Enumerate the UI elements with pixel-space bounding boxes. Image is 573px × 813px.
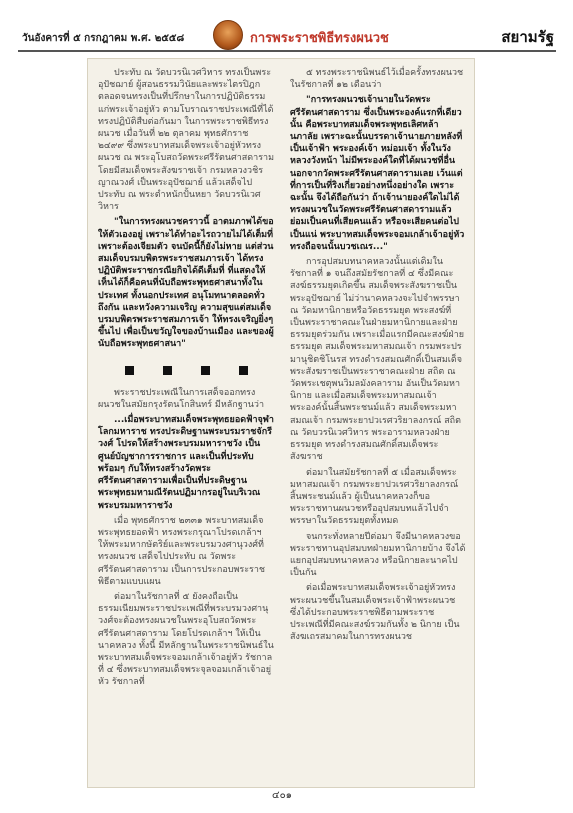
body-paragraph: พระราชประเพณีในการเสด็จออกทรงผนวชในสมัยกรุงรัตนโกสินทร์ มีหลักฐานว่า: [98, 387, 265, 410]
divider-square-icon: [163, 366, 172, 375]
body-paragraph: จนกระทั่งหลายปีต่อมา จึงมีนาคหลวงขอพระราชทานอุปสมบทฝ่ายมหานิกายบ้าง จึงได้แยกอุปสมบทนาคหลวง หรือนิกายละนาคไปเป็นกัน: [290, 531, 466, 579]
divider-square-icon: [239, 366, 248, 375]
divider-square-icon: [201, 366, 210, 375]
newspaper-brand: สยามรัฐ: [501, 28, 554, 46]
quote-paragraph: "การทรงผนวชเจ้านายในวัดพระศรีรัตนศาสดาราม ซึ่งเป็นพระองค์แรกที่เดียวนั้น คือพระบาทสมเด็จพระพุทธเลิศหล้านภาลัย เพราะฉะนั้นบรรดาเจ้านายภายหลังที่เป็นเจ้าฟ้า พระองค์เจ้า หม่อมเจ้า ทั้งในวังหลวงวังหน้า ไม่มีพระองค์ใดที่ได้ผนวชที่อื่น นอกจากวัดพระศรีรัตนศาสดารามเลย เว้นแต่ที่การเป็นที่ริงเกี่ยวอย่างหนึ่งอย่างใด เพราะฉะนั้น จึงได้ถือกันว่า ถ้าเจ้านายองค์ใดไม่ได้ทรงผนวชในวัดพระศรีรัตนศาสดารามแล้ว ย่อมเป็นคนที่เสียคนแล้ว หรือจะเสียคนต่อไปเป็นแน่ พระบาทสมเด็จพระจอมเกล้าเจ้าอยู่หัวทรงถือจนนั้นบวชเณร...": [290, 95, 465, 252]
body-paragraph: เมื่อ พุทธศักราช ๒๓๓๑ พระบาทสมเด็จพระพุทธยอดฟ้า ทรงพระกรุณาโปรดเกล้าฯ ให้พระมหากษัตริย์และพระบรมวงศานุวงศ์ที่ทรงผนวช เสด็จไปประทับ ณ วัดพระศรีรัตนศาสดาราม เป็นการประกอบพระราชพิธีตามแบบแผน: [98, 515, 266, 587]
body-paragraph: ต่อมาในรัชกาลที่ ๕ ยังคงถือเป็นธรรมเนียมพระราชประเพณีที่พระบรมวงศานุวงศ์จะต้องทรงผนวชในพระอุโบสถวัดพระศรีรัตนศาสดาราม โดยโปรดเกล้าฯ ให้เป็นนาคหลวง ทั้งนี้ มีหลักฐานในพระราชนิพนธ์ในพระบาทสมเด็จพระจอมเกล้าเจ้าอยู่หัว รัชกาลที่ ๔ ซึ่งพระบาทสมเด็จพระจุลจอมเกล้าเจ้าอยู่หัว รัชกาลที่: [98, 591, 274, 688]
header-rule: [18, 50, 556, 52]
body-paragraph: การอุปสมบทนาคหลวงนั้นแต่เดิมในรัชกาลที่ ๑ จนถึงสมัยรัชกาลที่ ๔ ซึ่งมีคณะสงฆ์ธรรมยุตเกิดขึ้น สมเด็จพระสังฆราชเป็นพระอุปัชฌาย์ ไม่ว่านาคหลวงจะไปจำพรรษา ณ วัดมหานิกายหรือวัดธรรมยุต พระสงฆ์ที่เป็นพระราชาคณะในฝ่ายมหานิกายและฝ่ายธรรมยุตร่วมกัน เพราะเมื่อแรกมีคณะสงฆ์ฝ่ายธรรมยุต สมเด็จพระมหาสมณเจ้า กรมพระปรมานุชิตชิโนรส ทรงดำรงสมณศักดิ์เป็นสมเด็จพระสังฆราชเป็นพระราชาคณะฝ่าย สถิต ณ วัดพระเชตุพนวิมลมังคลาราม อันเป็นวัดมหานิกาย และเมื่อสมเด็จพระมหาสมณเจ้าพระองค์นั้นสิ้นพระชนม์แล้ว สมเด็จพระมหาสมณเจ้า กรมพระยาปวเรศวริยาลงกรณ์ สถิต ณ วัดบวรนิเวศวิหาร พระอารามหลวงฝ่ายธรรมยุต ทรงดำรงสมณศักดิ์สมเด็จพระสังฆราช: [290, 257, 465, 463]
body-paragraph: ๕ ทรงพระราชนิพนธ์ไว้เมื่อครั้งทรงผนวชในรัชกาลที่ ๑๒ เดือนว่า: [290, 68, 464, 91]
quote-paragraph: ...เมื่อพระบาทสมเด็จพระพุทธยอดฟ้าจุฬาโลกมหาราช ทรงประดิษฐานพระบรมราชจักรีวงศ์ โปรดให้สร้างพระบรมมหาราชวัง เป็นศูนย์บัญชาการราชการ และเป็นที่ประทับ พร้อมๆ กับให้ทรงสร้างวัดพระศรีรัตนศาสดารามเพื่อเป็นที่ประดิษฐานพระพุทธมหามณีรัตนปฏิมากรอยู่ในบริเวณพระบรมมหาราชวัง: [98, 415, 274, 511]
article-column-right: [290, 67, 466, 646]
article-panel: [87, 58, 475, 788]
monk-portrait-seal: [213, 20, 243, 50]
body-paragraph: ต่อมาในสมัยรัชกาลที่ ๕ เมื่อสมเด็จพระมหาสมณเจ้า กรมพระยาปวเรศวริยาลงกรณ์สิ้นพระชนม์แล้ว ผู้เป็นนาคหลวงก็ขอพระราชทานผนวชหรืออุปสมบทแล้วไปจำพรรษาในวัดธรรมยุตทั้งหมด: [290, 467, 459, 527]
header-title: การพระราชพิธีทรงผนวช: [250, 31, 389, 46]
article-column-left: [98, 67, 274, 692]
body-paragraph: ต่อเมื่อพระบาทสมเด็จพระเจ้าอยู่หัวทรงพระผนวชขึ้นในสมเด็จพระเจ้าฟ้าพระผนวช ซึ่งได้ประกอบพระราชพิธีตามพระราชประเพณีที่มีคณะสงฆ์รวมกันทั้ง ๒ นิกาย เป็นสังฆเถรสมาคมในการทรงผนวช: [290, 583, 460, 643]
page-header: [18, 20, 556, 50]
page-number: ๔๐๑: [272, 790, 293, 801]
body-paragraph: ประทับ ณ วัดบวรนิเวศวิหาร ทรงเป็นพระอุปัชฌาย์ ผู้สอนธรรมวินัยและพระไตรปิฎก ตลอดจนทรงเป็นที่ปรึกษาในการปฏิบัติธรรมแก่พระเจ้าอยู่หัว ตามโบราณราชประเพณีที่ได้ทรงปฏิบัติสืบต่อกันมา ในการพระราชพิธีทรงผนวช เมื่อวันที่ ๒๒ ตุลาคม พุทธศักราช ๒๔๙๙ ซึ่งพระบาทสมเด็จพระเจ้าอยู่หัวทรงผนวช ณ พระอุโบสถวัดพระศรีรัตนศาสดาราม โดยมีสมเด็จพระสังฆราชเจ้า กรมหลวงวชิรญาณวงศ์ เป็นพระอุปัชฌาย์ แล้วเสด็จไปประทับ ณ พระตำหนักปั้นหยา วัดบวรนิเวศวิหาร: [98, 68, 275, 213]
section-divider: [98, 354, 274, 387]
divider-square-icon: [125, 366, 134, 375]
header-date: วันอังคารที่ ๕ กรกฎาคม พ.ศ. ๒๕๕๘: [22, 33, 185, 44]
quote-paragraph: "ในการทรงผนวชคราวนี้ อาตมภาพได้ขอให้ตัวเองอยู่ เพราะได้ทำอะไรถวายไม่ได้เต็มที่ เพราะต้องเจียมตัว จนบัดนี้ก็ยังไม่หาย แต่ส่วนสมเด็จบรมบพิตรพระราชสมภารเจ้า ได้ทรงปฏิบัติพระราชกรณียกิจได้ดีเต็มที่ ที่แสดงให้เห็นได้ก็คือคนที่นับถือพระพุทธศาสนาทั้งในประเทศ ทั้งนอกประเทศ อนุโมทนาตลอดทั่วถึงกัน และหวังความเจริญ ความสุขแต่สมเด็จบรมบพิตรพระราชสมภารเจ้า ให้ทรงเจริญยิ่งๆ ขึ้นไป เพื่อเป็นขวัญใจของบ้านเมือง และของผู้นับถือพระพุทธศาสนา": [98, 217, 274, 350]
